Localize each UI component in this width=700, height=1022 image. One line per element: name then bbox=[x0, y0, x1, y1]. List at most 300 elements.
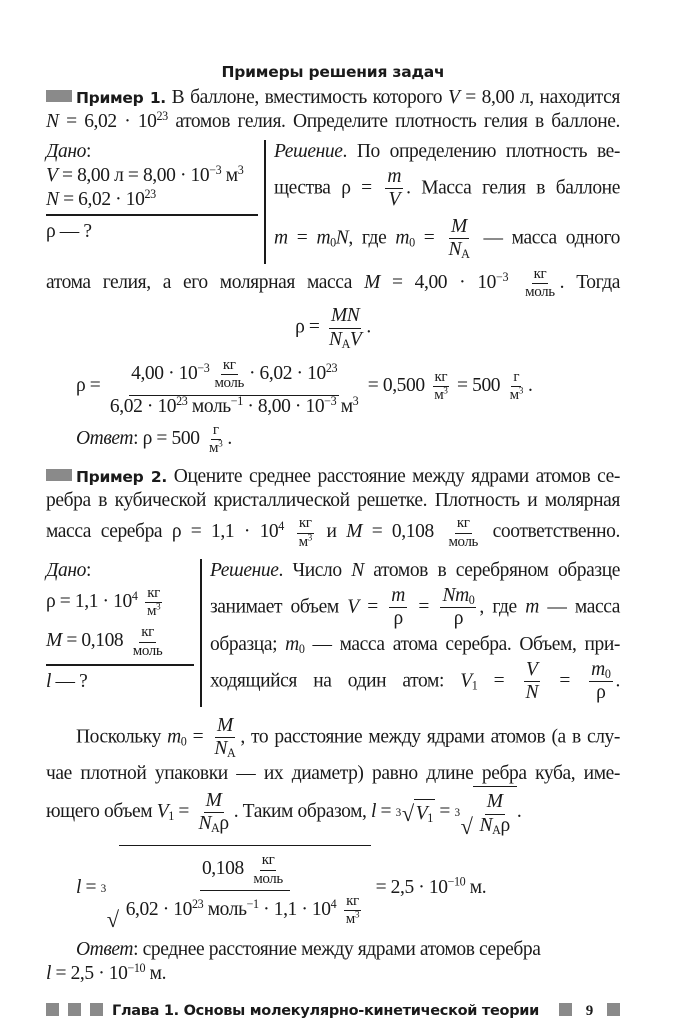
math-variable: V bbox=[447, 87, 460, 108]
text-run: = 2,5 · 10 bbox=[51, 963, 128, 985]
text-run: кг bbox=[261, 852, 275, 869]
math-variable: m bbox=[525, 596, 539, 618]
text-run: . По определению плотность ве- bbox=[342, 141, 620, 162]
superscript: −3 bbox=[209, 162, 222, 177]
text-run: м bbox=[336, 395, 353, 417]
text-run: м bbox=[434, 386, 444, 403]
unit-fraction bbox=[207, 422, 224, 458]
text-run: = 8,00 л = 8,00 · 10 bbox=[57, 165, 210, 186]
numerator bbox=[532, 266, 549, 284]
math-variable: M bbox=[486, 791, 503, 813]
subscript: A bbox=[492, 822, 501, 837]
superscript: −3 bbox=[324, 393, 337, 408]
text-run: . bbox=[516, 801, 522, 823]
footer-marker-icon bbox=[90, 1003, 103, 1016]
footer-marker-icon bbox=[46, 1003, 59, 1016]
example-2-statement-line-3 bbox=[46, 513, 620, 553]
radicand bbox=[414, 799, 435, 826]
text-run: щества ρ = bbox=[274, 177, 383, 199]
text-run: ющего объем bbox=[46, 801, 157, 823]
text-run: : bbox=[85, 559, 92, 581]
given-1-list bbox=[46, 140, 258, 216]
fraction bbox=[212, 715, 237, 761]
text-run: = 8,00 л, находится bbox=[459, 87, 620, 108]
text-run: ρ — ? bbox=[46, 221, 92, 242]
text-run: В баллоне, вместимость которого bbox=[165, 87, 448, 108]
text-run: м bbox=[209, 440, 219, 457]
superscript: −1 bbox=[246, 896, 259, 911]
find-1 bbox=[46, 220, 258, 244]
unit-fraction bbox=[344, 893, 361, 929]
text-run: ρ = bbox=[76, 374, 105, 396]
subscript: 0 bbox=[330, 235, 336, 250]
text-run: = bbox=[186, 726, 210, 748]
text-run: . bbox=[366, 316, 371, 338]
text-run: — масса атома серебра. Объем, при- bbox=[304, 633, 620, 655]
math-variable: Ответ bbox=[76, 428, 134, 450]
text-run: : ρ = 500 bbox=[133, 428, 205, 450]
numerator bbox=[385, 166, 403, 189]
denominator bbox=[478, 815, 512, 837]
text-run: м bbox=[221, 165, 238, 186]
text-run: и bbox=[316, 521, 347, 543]
text-run: = 0,108 bbox=[362, 521, 444, 543]
page-footer bbox=[46, 1000, 620, 1022]
math-variable: V bbox=[156, 801, 169, 823]
text-run: = 6,02 · 10 bbox=[58, 189, 145, 210]
text-run: Оцените среднее расстояние между ядрами атомов се- bbox=[166, 466, 620, 488]
text-run: образца; bbox=[210, 633, 286, 655]
math-variable: V bbox=[349, 328, 362, 350]
unit-fraction bbox=[432, 369, 449, 405]
example-1-given-solution bbox=[46, 140, 620, 264]
chapter-title: Глава 1. Основы молекулярно-кинетической теории bbox=[112, 1003, 540, 1020]
example-label: Пример 1. bbox=[76, 89, 166, 107]
denominator bbox=[508, 387, 525, 404]
math-variable: l bbox=[76, 877, 82, 899]
math-variable: M bbox=[205, 789, 222, 811]
numerator bbox=[129, 355, 339, 396]
text-run: — масса bbox=[538, 596, 620, 618]
unit-fraction bbox=[446, 515, 480, 551]
given-1-column bbox=[46, 140, 266, 264]
text-run: м. bbox=[145, 963, 167, 985]
denominator bbox=[212, 375, 246, 392]
numerator bbox=[440, 585, 476, 608]
page-number: 9 bbox=[585, 1003, 593, 1020]
text-run: моль bbox=[214, 375, 244, 392]
math-variable: m bbox=[316, 227, 331, 249]
fraction bbox=[385, 166, 403, 212]
text-run: · 1,1 · 10 bbox=[258, 899, 331, 921]
numerator bbox=[589, 659, 612, 682]
text-run: чае плотной упаковки — их диаметр) равно длине ребра куба, име- bbox=[46, 763, 620, 785]
solution-1-column bbox=[266, 140, 620, 264]
numerator bbox=[449, 216, 469, 239]
math-variable: m bbox=[167, 726, 181, 748]
text-run: м bbox=[146, 603, 157, 620]
text-run: м bbox=[345, 911, 355, 928]
math-variable: V bbox=[526, 658, 538, 680]
numerator bbox=[260, 852, 277, 870]
fraction bbox=[440, 585, 476, 631]
math-variable: M bbox=[346, 521, 363, 543]
text-run: = 4,00 · 10 bbox=[379, 271, 497, 293]
unit-fraction bbox=[145, 585, 162, 621]
radicand bbox=[119, 845, 371, 932]
example-2-statement-line-1 bbox=[46, 465, 620, 489]
superscript: 3 bbox=[518, 386, 523, 397]
cube-root bbox=[101, 845, 372, 932]
text-run: = 0,108 bbox=[61, 630, 128, 652]
text-run: = bbox=[287, 227, 317, 249]
subscript: 1 bbox=[427, 811, 433, 826]
text-run: ρ bbox=[453, 608, 464, 630]
subscript: A bbox=[227, 746, 236, 761]
given-1-volume bbox=[46, 164, 258, 188]
given-2-density bbox=[46, 583, 194, 623]
denominator bbox=[523, 284, 557, 301]
math-variable: N bbox=[448, 239, 462, 261]
solution-2-column bbox=[202, 559, 620, 707]
given-2-label bbox=[46, 559, 194, 583]
example-marker-icon bbox=[46, 90, 72, 102]
fraction bbox=[589, 659, 612, 705]
fraction bbox=[124, 850, 366, 930]
numerator bbox=[455, 515, 472, 533]
text-run: — масса одного bbox=[474, 227, 620, 249]
unit-fraction bbox=[131, 624, 165, 660]
page-number-block bbox=[559, 1000, 620, 1022]
subscript: 1 bbox=[471, 678, 478, 693]
math-variable: Дано bbox=[46, 141, 86, 162]
math-variable: l bbox=[46, 670, 52, 692]
denominator bbox=[432, 387, 449, 404]
text-run: кг bbox=[141, 624, 154, 641]
math-variable: m bbox=[395, 227, 410, 249]
math-variable: MN bbox=[330, 305, 360, 327]
math-variable: V bbox=[460, 670, 472, 692]
denominator bbox=[251, 871, 285, 888]
numerator bbox=[524, 659, 540, 682]
density-calculation bbox=[46, 353, 620, 420]
subscript: 0 bbox=[604, 666, 611, 681]
given-2-column bbox=[46, 559, 202, 707]
text-run bbox=[336, 899, 340, 920]
superscript: 4 bbox=[278, 519, 284, 534]
answer-2-line-2 bbox=[46, 962, 620, 986]
text-run: . bbox=[527, 374, 533, 396]
given-1-label bbox=[46, 140, 258, 164]
cube-root bbox=[454, 786, 516, 839]
radical-sign-icon bbox=[396, 799, 414, 826]
footer-marker-icon bbox=[68, 1003, 81, 1016]
text-run: = 500 bbox=[452, 374, 505, 396]
text-run: занимает объем bbox=[210, 596, 348, 618]
numerator bbox=[329, 305, 361, 328]
solution-2-line-2 bbox=[210, 583, 620, 633]
math-variable: V bbox=[46, 165, 58, 186]
paragraph-line-1 bbox=[46, 713, 620, 763]
math-variable: M bbox=[364, 271, 380, 293]
text-run: = bbox=[358, 596, 387, 618]
text-run: , где bbox=[348, 227, 396, 249]
text-run: ρ = 1,1 · 10 bbox=[46, 591, 132, 613]
text-run: = bbox=[434, 801, 455, 823]
fraction bbox=[108, 355, 360, 418]
numerator bbox=[389, 585, 407, 608]
numerator bbox=[221, 357, 238, 375]
text-run: моль bbox=[203, 899, 247, 921]
text-run: . Масса гелия в баллоне bbox=[406, 177, 620, 199]
superscript: 3 bbox=[218, 439, 223, 450]
superscript: 23 bbox=[191, 896, 204, 911]
text-run: атомов гелия. Определите плотность гелия в баллоне. bbox=[167, 111, 620, 132]
text-run: : среднее расстояние между ядрами атомов серебра bbox=[133, 939, 541, 961]
text-run: . Тогда bbox=[559, 271, 620, 293]
numerator bbox=[511, 369, 521, 387]
fraction bbox=[196, 790, 230, 836]
text-run: моль bbox=[448, 533, 478, 550]
text-run: . bbox=[227, 428, 232, 450]
text-run: моль bbox=[132, 642, 163, 659]
superscript: 3 bbox=[307, 533, 312, 544]
text-run: = bbox=[477, 670, 521, 692]
math-variable: Nm bbox=[442, 584, 469, 606]
subscript: 0 bbox=[298, 641, 305, 656]
superscript: −10 bbox=[447, 875, 466, 890]
text-run: . Таким образом, bbox=[233, 801, 372, 823]
numerator bbox=[204, 790, 224, 813]
unit-fraction bbox=[297, 515, 314, 551]
text-run: ребра в кубической кристаллической решетке. Плотность и молярная bbox=[46, 490, 620, 512]
text-run: ρ = bbox=[295, 316, 324, 338]
footer-chapter-block bbox=[46, 1000, 539, 1022]
radical-sign-icon bbox=[454, 786, 472, 839]
superscript: 23 bbox=[144, 186, 156, 201]
subscript: 1 bbox=[168, 809, 174, 824]
text-run: ρ bbox=[500, 814, 510, 836]
math-variable: m bbox=[387, 166, 402, 187]
solution-1-continuation bbox=[46, 264, 620, 304]
radical-glyph: √ bbox=[460, 814, 473, 840]
example-1-statement-line-2 bbox=[46, 110, 620, 134]
denominator bbox=[452, 608, 465, 630]
math-variable: N bbox=[335, 227, 349, 249]
numerator bbox=[215, 715, 235, 738]
unit-fraction bbox=[508, 369, 525, 405]
math-variable: V bbox=[388, 189, 401, 211]
text-run: , где bbox=[479, 596, 526, 618]
textbook-page bbox=[46, 60, 620, 1022]
denominator bbox=[327, 329, 363, 351]
denominator bbox=[297, 534, 314, 551]
superscript: −3 bbox=[496, 269, 509, 284]
text-run: . bbox=[615, 670, 620, 692]
superscript: −10 bbox=[127, 961, 146, 976]
given-2-molar-mass bbox=[46, 622, 194, 662]
denominator bbox=[124, 891, 366, 931]
text-run: = bbox=[173, 801, 194, 823]
text-run: 6,02 · 10 bbox=[125, 899, 192, 921]
superscript: −3 bbox=[197, 361, 210, 375]
text-run: = bbox=[81, 877, 101, 899]
numerator bbox=[211, 422, 221, 440]
denominator bbox=[344, 911, 361, 928]
footer-marker-icon bbox=[607, 1003, 620, 1016]
unit-fraction bbox=[212, 357, 246, 393]
solution-2-line-3 bbox=[210, 633, 620, 657]
text-run bbox=[284, 522, 294, 543]
given-1-count bbox=[46, 188, 258, 212]
text-run: атомов в серебряном образце bbox=[363, 559, 621, 581]
paragraph-line-3 bbox=[46, 786, 620, 839]
math-variable: m bbox=[591, 658, 605, 680]
superscript: 4 bbox=[131, 588, 138, 603]
root-index: 3 bbox=[100, 882, 106, 895]
text-run: = bbox=[543, 670, 587, 692]
denominator bbox=[523, 682, 540, 704]
text-run: кг bbox=[346, 892, 359, 909]
math-variable: M bbox=[46, 630, 62, 652]
denominator bbox=[145, 603, 162, 620]
text-run: 6,02 · 10 bbox=[109, 395, 177, 417]
superscript: 3 bbox=[156, 602, 161, 613]
text-run: м bbox=[298, 533, 308, 550]
superscript: 3 bbox=[352, 393, 359, 408]
text-run: = bbox=[414, 227, 444, 249]
superscript: 3 bbox=[237, 162, 244, 177]
text-run: = 0,500 bbox=[363, 374, 430, 396]
math-variable: V bbox=[415, 803, 428, 825]
fraction bbox=[389, 585, 407, 631]
unit-fraction bbox=[251, 852, 285, 888]
example-marker-icon bbox=[46, 469, 72, 481]
example-2-given-solution bbox=[46, 559, 620, 707]
solution-2-line-1 bbox=[210, 559, 620, 583]
denominator bbox=[196, 813, 230, 835]
math-variable: N bbox=[46, 189, 59, 210]
text-run: · 8,00 · 10 bbox=[242, 395, 325, 417]
text-run: : bbox=[85, 141, 92, 162]
denominator bbox=[446, 239, 471, 261]
math-variable: l bbox=[371, 801, 377, 823]
subscript: A bbox=[211, 821, 220, 836]
math-variable: m bbox=[391, 584, 405, 606]
radical-glyph: √ bbox=[106, 907, 119, 933]
text-run: = 6,02 · 10 bbox=[58, 111, 157, 132]
denominator bbox=[212, 738, 237, 760]
math-variable: Ответ bbox=[76, 939, 134, 961]
text-run: = 2,5 · 10 bbox=[371, 877, 448, 899]
subscript: 0 bbox=[468, 592, 475, 607]
superscript: 23 bbox=[176, 393, 188, 408]
unit-fraction bbox=[523, 266, 557, 302]
numerator bbox=[297, 515, 314, 533]
denominator bbox=[131, 643, 165, 660]
text-run: = bbox=[409, 596, 438, 618]
solution-1-line-3 bbox=[274, 214, 620, 264]
math-variable: N bbox=[328, 328, 342, 350]
superscript: 23 bbox=[325, 361, 338, 375]
subscript: A bbox=[341, 336, 350, 351]
numerator bbox=[200, 850, 290, 891]
superscript: 3 bbox=[354, 910, 360, 921]
density-formula bbox=[46, 303, 620, 353]
math-variable: Решение bbox=[210, 559, 279, 581]
math-variable: m bbox=[285, 633, 299, 655]
text-run bbox=[137, 591, 141, 612]
text-run: кг bbox=[147, 584, 160, 601]
text-run: моль bbox=[253, 870, 283, 887]
paragraph-line-2 bbox=[46, 762, 620, 786]
text-run: м. bbox=[465, 877, 487, 899]
text-run: · 6,02 · 10 bbox=[248, 363, 326, 385]
numerator bbox=[344, 893, 361, 911]
text-run: ρ bbox=[219, 813, 229, 835]
text-run: Поскольку bbox=[76, 726, 168, 748]
solution-2-line-4 bbox=[210, 657, 620, 707]
denominator bbox=[108, 393, 360, 418]
solution-1-line-1 bbox=[274, 140, 620, 164]
text-run: кг bbox=[434, 368, 448, 385]
math-variable: l bbox=[46, 963, 52, 985]
superscript: 3 bbox=[443, 386, 448, 397]
root-index: 3 bbox=[395, 806, 401, 819]
denominator bbox=[207, 440, 224, 457]
math-variable: N bbox=[351, 559, 364, 581]
root-index: 3 bbox=[454, 806, 460, 819]
numerator bbox=[139, 624, 156, 642]
text-run: г bbox=[212, 421, 219, 438]
subscript: 0 bbox=[180, 734, 187, 749]
text-run: ρ bbox=[393, 608, 403, 630]
math-variable: N bbox=[479, 814, 493, 836]
radicand bbox=[473, 786, 517, 839]
superscript: 4 bbox=[330, 896, 337, 911]
denominator bbox=[391, 608, 404, 630]
example-label: Пример 2. bbox=[76, 468, 167, 487]
math-variable: M bbox=[216, 714, 233, 736]
subscript: 0 bbox=[409, 235, 415, 250]
find-2 bbox=[46, 670, 194, 694]
text-run: . Число bbox=[278, 559, 352, 581]
denominator bbox=[594, 682, 607, 704]
text-run: кг bbox=[222, 357, 236, 374]
radical-glyph: √ bbox=[401, 801, 414, 827]
example-2-statement-line-2 bbox=[46, 489, 620, 513]
text-run: г bbox=[513, 368, 520, 385]
math-variable: Дано bbox=[46, 559, 86, 581]
fraction bbox=[523, 659, 540, 705]
text-run: ходящийся на один атом: bbox=[210, 670, 461, 692]
superscript: 23 bbox=[156, 108, 168, 123]
text-run: 4,00 · 10 bbox=[131, 363, 198, 385]
text-run: кг bbox=[533, 265, 547, 282]
numerator bbox=[145, 585, 162, 603]
subscript: A bbox=[461, 247, 470, 262]
answer-1 bbox=[46, 420, 620, 460]
text-run: = bbox=[376, 801, 396, 823]
fraction bbox=[446, 216, 471, 262]
text-run bbox=[508, 272, 520, 293]
math-variable: N bbox=[525, 682, 539, 704]
given-2-list bbox=[46, 559, 194, 666]
text-run: 0,108 bbox=[201, 858, 249, 880]
text-run: — ? bbox=[51, 670, 88, 692]
distance-calculation bbox=[46, 845, 620, 932]
footer-marker-icon bbox=[559, 1003, 572, 1016]
